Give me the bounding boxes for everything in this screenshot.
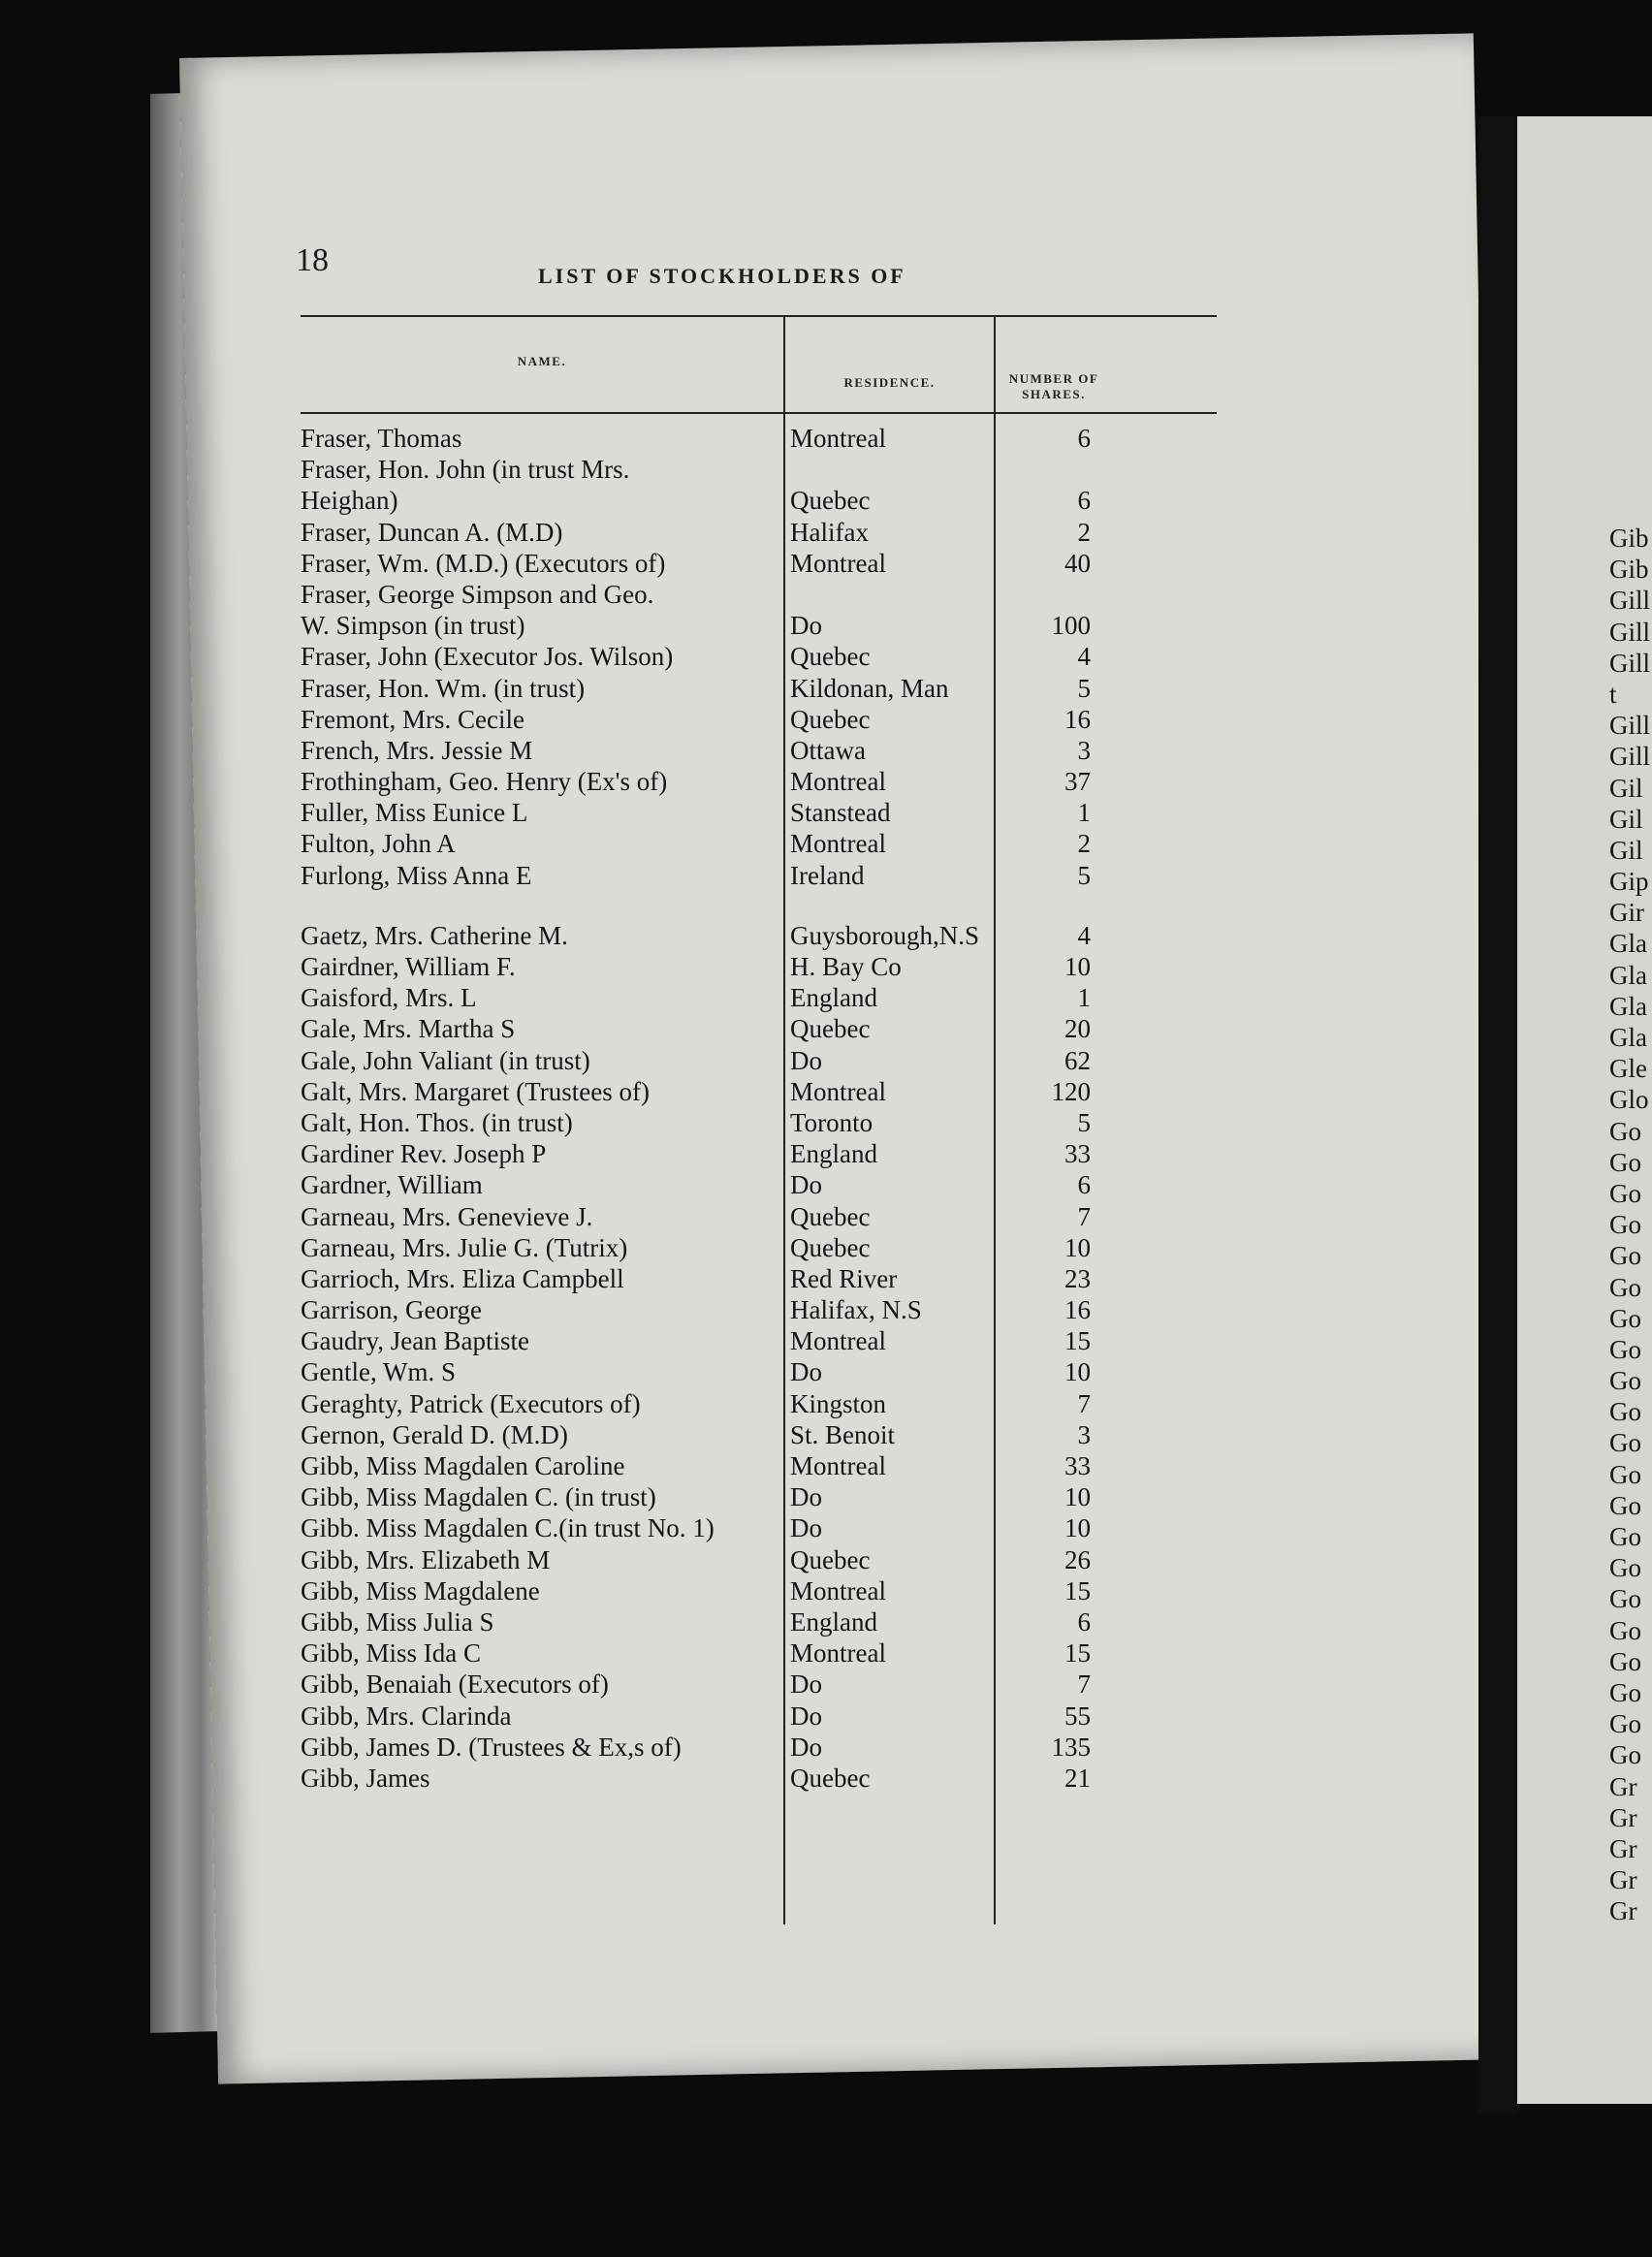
table-row <box>301 486 1217 517</box>
table-row <box>301 829 1217 860</box>
stockholder-shares: 33 <box>1064 1139 1091 1169</box>
stockholder-shares: 10 <box>1064 1232 1091 1262</box>
right-page-fragment: Go <box>1609 1210 1641 1240</box>
right-page-fragment: Gill <box>1609 742 1651 772</box>
stockholder-residence: Quebec <box>790 1014 871 1044</box>
right-page-fragment: Go <box>1609 1428 1641 1458</box>
stockholder-name: Fuller, Miss Eunice L <box>301 798 528 828</box>
stockholder-residence: Quebec <box>790 1201 871 1231</box>
right-page-fragment: Gib <box>1609 524 1649 553</box>
group-spacer <box>301 892 1217 921</box>
stockholder-name: Gale, John Valiant (in trust) <box>301 1045 590 1075</box>
stockholder-name: Gibb, Miss Ida C <box>301 1638 482 1669</box>
header-shares: NUMBER OF SHARES. <box>1008 371 1099 401</box>
stockholder-residence: Do <box>790 1513 822 1543</box>
table-row <box>301 611 1217 642</box>
right-page-fragment: Go <box>1609 1553 1641 1583</box>
right-page-fragments <box>1609 524 1650 1927</box>
stockholder-shares: 120 <box>1051 1076 1091 1106</box>
stockholder-name: Fraser, Thomas <box>301 424 462 453</box>
stockholder-name: Fraser, Hon. Wm. (in trust) <box>301 673 586 703</box>
right-page-fragment: Gil <box>1609 835 1643 865</box>
stockholder-shares: 1 <box>1077 798 1091 828</box>
table-row <box>301 1545 1217 1576</box>
table-row <box>301 1357 1217 1388</box>
stockholders-table <box>301 315 1367 1963</box>
right-page-fragment: Gill <box>1609 648 1651 678</box>
stockholder-name: Gaetz, Mrs. Catherine M. <box>301 920 568 950</box>
stockholder-shares: 135 <box>1051 1732 1091 1762</box>
right-page-fragment: Gr <box>1609 1833 1637 1863</box>
stockholder-residence: Quebec <box>790 642 871 672</box>
stockholder-residence: Do <box>790 611 822 641</box>
stockholder-shares: 16 <box>1064 1295 1091 1325</box>
stockholder-residence: Ottawa <box>790 735 866 765</box>
table-row <box>301 1638 1217 1669</box>
stockholder-residence: Montreal <box>790 767 886 797</box>
stockholder-residence: Montreal <box>790 1076 886 1106</box>
right-page-fragment: Gill <box>1609 711 1651 741</box>
stockholder-shares: 7 <box>1077 1669 1091 1700</box>
header-name: NAME. <box>517 354 567 368</box>
table-row <box>301 1669 1217 1701</box>
stockholder-name: Gibb, Miss Magdalen C. (in trust) <box>301 1482 656 1512</box>
stockholder-shares: 15 <box>1064 1638 1091 1669</box>
stockholder-residence: Montreal <box>790 424 886 453</box>
right-page-fragment: Go <box>1609 1147 1641 1177</box>
stockholder-residence: H. Bay Co <box>790 952 902 981</box>
stockholder-shares: 21 <box>1064 1763 1091 1793</box>
stockholder-residence: Red River <box>790 1263 898 1293</box>
stockholder-name: Fraser, John (Executor Jos. Wilson) <box>301 642 674 672</box>
right-page-fragment: Go <box>1609 1303 1641 1333</box>
stockholder-residence: England <box>790 1606 877 1637</box>
stockholder-shares: 55 <box>1064 1701 1091 1731</box>
stockholder-residence: Stanstead <box>790 798 891 828</box>
table-row <box>301 1170 1217 1201</box>
stockholder-shares: 7 <box>1077 1388 1091 1418</box>
table-row <box>301 952 1217 983</box>
table-row <box>301 705 1217 736</box>
stockholder-residence: Quebec <box>790 1232 871 1262</box>
table-row <box>301 455 1217 486</box>
stockholder-shares: 6 <box>1077 424 1091 453</box>
stockholder-name: Gibb. Miss Magdalen C.(in trust No. 1) <box>301 1513 715 1543</box>
stockholder-name: W. Simpson (in trust) <box>301 611 525 641</box>
table-row <box>301 1326 1217 1357</box>
right-page-fragment: Gir <box>1609 898 1644 928</box>
stockholder-residence: Montreal <box>790 1451 886 1480</box>
stockholder-name: Fraser, George Simpson and Geo. <box>301 579 654 609</box>
right-page-fragment: Gla <box>1609 1023 1647 1052</box>
stockholder-residence: Do <box>790 1045 822 1075</box>
table-row <box>301 1389 1217 1420</box>
stockholder-name: Furlong, Miss Anna E <box>301 860 532 890</box>
right-page-fragment: Go <box>1609 1646 1641 1676</box>
stockholder-name: Gibb, James D. (Trustees & Ex,s of) <box>301 1732 682 1762</box>
stockholder-name: Gentle, Wm. S <box>301 1357 456 1387</box>
table-row <box>301 1607 1217 1638</box>
table-row <box>301 1202 1217 1233</box>
stockholder-shares: 15 <box>1064 1575 1091 1605</box>
running-head: LIST OF STOCKHOLDERS OF <box>538 264 906 288</box>
stockholder-shares: 62 <box>1064 1045 1091 1075</box>
table-row <box>301 861 1217 892</box>
right-page-fragment: Gla <box>1609 929 1647 959</box>
table-row <box>301 1077 1217 1108</box>
stockholder-residence: Do <box>790 1482 822 1512</box>
right-page-fragment: Gla <box>1609 991 1647 1021</box>
right-page-fragment: Go <box>1609 1709 1641 1739</box>
header-residence: RESIDENCE. <box>843 375 936 390</box>
stockholder-residence: Do <box>790 1357 822 1387</box>
table-row <box>301 1451 1217 1482</box>
table-row <box>301 921 1217 952</box>
stockholder-shares: 5 <box>1077 1107 1091 1137</box>
stockholder-shares: 3 <box>1077 735 1091 765</box>
stockholder-shares: 6 <box>1077 486 1091 516</box>
right-page-fragment: Go <box>1609 1490 1641 1520</box>
stockholder-shares: 3 <box>1077 1419 1091 1449</box>
stockholder-shares: 1 <box>1077 983 1091 1013</box>
right-page-fragment: Go <box>1609 1677 1641 1707</box>
stockholder-name: Gaisford, Mrs. L <box>301 983 477 1013</box>
stockholder-shares: 37 <box>1064 767 1091 797</box>
stockholder-shares: 2 <box>1077 517 1091 547</box>
stockholder-name: Gibb, Mrs. Elizabeth M <box>301 1544 551 1574</box>
stockholder-shares: 4 <box>1077 920 1091 950</box>
stockholder-residence: Toronto <box>790 1107 874 1137</box>
stockholder-residence: Kildonan, Man <box>790 673 949 703</box>
stockholder-shares: 2 <box>1077 829 1091 859</box>
stockholder-name: Gaudry, Jean Baptiste <box>301 1326 529 1356</box>
stockholder-shares: 20 <box>1064 1014 1091 1044</box>
table-row <box>301 1420 1217 1451</box>
stockholder-shares: 16 <box>1064 704 1091 734</box>
stockholder-residence: Montreal <box>790 548 886 578</box>
right-page-fragment: Gle <box>1609 1054 1647 1084</box>
stockholder-residence: Do <box>790 1669 822 1700</box>
table-row <box>301 798 1217 829</box>
right-page-fragment: Gill <box>1609 617 1651 647</box>
right-page-fragment: Gr <box>1609 1896 1637 1926</box>
right-page-fragment: Gr <box>1609 1771 1637 1801</box>
stockholder-residence: Montreal <box>790 829 886 859</box>
right-page-fragment: Go <box>1609 1459 1641 1489</box>
right-page-fragment: Go <box>1609 1366 1641 1396</box>
stockholder-residence: England <box>790 1139 877 1169</box>
stockholder-shares: 5 <box>1077 860 1091 890</box>
stockholder-name: Gernon, Gerald D. (M.D) <box>301 1419 568 1449</box>
right-page-fragment: Go <box>1609 1615 1641 1645</box>
page-number: 18 <box>296 242 329 278</box>
table-row <box>301 674 1217 705</box>
table-row <box>301 1233 1217 1264</box>
stockholder-shares: 10 <box>1064 952 1091 981</box>
stockholder-name: Gardiner Rev. Joseph P <box>301 1139 547 1169</box>
table-row <box>301 1701 1217 1732</box>
stockholder-residence: Do <box>790 1701 822 1731</box>
stockholder-residence: Guysborough,N.S <box>790 920 980 950</box>
right-page-fragment: Go <box>1609 1241 1641 1271</box>
right-page-fragment: Go <box>1609 1397 1641 1427</box>
stockholder-residence: Montreal <box>790 1638 886 1669</box>
right-page-fragment: Go <box>1609 1584 1641 1614</box>
stockholder-shares: 100 <box>1051 611 1091 641</box>
stockholder-shares: 7 <box>1077 1201 1091 1231</box>
stockholder-name: Frothingham, Geo. Henry (Ex's of) <box>301 767 668 797</box>
stockholder-name: French, Mrs. Jessie M <box>301 735 533 765</box>
stockholder-residence: Kingston <box>790 1388 887 1418</box>
stockholder-residence: Quebec <box>790 1763 871 1793</box>
stockholder-shares: 5 <box>1077 673 1091 703</box>
right-page-fragment: Go <box>1609 1178 1641 1208</box>
stockholder-residence: Montreal <box>790 1326 886 1356</box>
table-row <box>301 1295 1217 1326</box>
table-row <box>301 767 1217 798</box>
right-page-fragment: Gip <box>1609 867 1649 897</box>
right-page-fragment: Go <box>1609 1334 1641 1364</box>
stockholder-name: Fraser, Duncan A. (M.D) <box>301 517 563 547</box>
stockholder-name: Fraser, Hon. John (in trust Mrs. <box>301 455 630 485</box>
right-page-fragment: Go <box>1609 1740 1641 1770</box>
stockholder-name: Geraghty, Patrick (Executors of) <box>301 1388 641 1418</box>
stockholder-name: Fraser, Wm. (M.D.) (Executors of) <box>301 548 666 578</box>
stockholder-name: Garneau, Mrs. Genevieve J. <box>301 1201 593 1231</box>
table-row <box>301 518 1217 549</box>
stockholder-shares: 6 <box>1077 1170 1091 1200</box>
stockholder-name: Gibb, Mrs. Clarinda <box>301 1701 512 1731</box>
stockholder-shares: 6 <box>1077 1606 1091 1637</box>
right-page-fragment: Gil <box>1609 773 1643 803</box>
right-page-fragment: Gr <box>1609 1802 1637 1832</box>
table-row <box>301 549 1217 580</box>
table-row <box>301 642 1217 673</box>
stockholder-residence: Do <box>790 1170 822 1200</box>
stockholder-name: Garneau, Mrs. Julie G. (Tutrix) <box>301 1232 628 1262</box>
table-row <box>301 1513 1217 1544</box>
stockholder-residence: England <box>790 983 877 1013</box>
stockholder-name: Gibb, Miss Magdalene <box>301 1575 540 1605</box>
right-page-fragment: Go <box>1609 1116 1641 1146</box>
stockholder-name: Gibb, Miss Magdalen Caroline <box>301 1451 625 1480</box>
stockholder-residence: Halifax, N.S <box>790 1295 922 1325</box>
stockholder-shares: 4 <box>1077 642 1091 672</box>
stockholder-name: Fremont, Mrs. Cecile <box>301 704 524 734</box>
stockholder-residence: Ireland <box>790 860 865 890</box>
stockholder-residence: Montreal <box>790 1575 886 1605</box>
table-row <box>301 1482 1217 1513</box>
stockholder-shares: 10 <box>1064 1513 1091 1543</box>
right-page-fragment: Gill <box>1609 586 1651 616</box>
stockholder-name: Gairdner, William F. <box>301 952 516 981</box>
right-page-fragment: Gr <box>1609 1865 1637 1895</box>
stockholder-name: Gardner, William <box>301 1170 483 1200</box>
table-row <box>301 1764 1217 1795</box>
right-page-fragment: Go <box>1609 1522 1641 1551</box>
stockholder-name: Garrison, George <box>301 1295 482 1325</box>
stockholder-residence: St. Benoit <box>790 1419 896 1449</box>
stockholder-shares: 33 <box>1064 1451 1091 1480</box>
table-body <box>301 424 1217 1795</box>
header-rule <box>301 412 1217 414</box>
table-row <box>301 736 1217 767</box>
stockholder-shares: 10 <box>1064 1482 1091 1512</box>
table-row <box>301 1576 1217 1607</box>
right-page-fragment: Gib <box>1609 555 1649 585</box>
stockholder-shares: 23 <box>1064 1263 1091 1293</box>
stockholder-residence: Quebec <box>790 486 871 516</box>
stockholder-name: Heighan) <box>301 486 398 516</box>
table-row <box>301 1139 1217 1170</box>
stockholder-name: Gibb, James <box>301 1763 430 1793</box>
table-row <box>301 983 1217 1014</box>
book-gutter <box>1478 116 1519 2114</box>
table-row <box>301 1732 1217 1764</box>
stockholder-residence: Halifax <box>790 517 869 547</box>
right-page-fragment: Glo <box>1609 1085 1649 1115</box>
stockholder-shares: 10 <box>1064 1357 1091 1387</box>
stockholder-residence: Quebec <box>790 1544 871 1574</box>
right-page-fragment: Go <box>1609 1272 1641 1302</box>
right-page-fragment: Gil <box>1609 804 1643 834</box>
stockholder-name: Galt, Hon. Thos. (in trust) <box>301 1107 573 1137</box>
stockholder-shares: 15 <box>1064 1326 1091 1356</box>
table-row <box>301 1264 1217 1295</box>
table-row <box>301 580 1217 611</box>
stockholder-residence: Quebec <box>790 704 871 734</box>
stockholder-name: Gibb, Benaiah (Executors of) <box>301 1669 609 1700</box>
right-page-fragment: Gla <box>1609 960 1647 990</box>
table-row <box>301 1108 1217 1139</box>
table-row <box>301 424 1217 455</box>
table-top-rule <box>301 315 1217 317</box>
table-row <box>301 1014 1217 1045</box>
stockholder-name: Gale, Mrs. Martha S <box>301 1014 516 1044</box>
stockholder-residence: Do <box>790 1732 822 1762</box>
stockholder-name: Gibb, Miss Julia S <box>301 1606 494 1637</box>
table-row <box>301 1046 1217 1077</box>
stockholder-shares: 26 <box>1064 1544 1091 1574</box>
right-page-fragment: t <box>1609 679 1617 709</box>
stockholder-name: Fulton, John A <box>301 829 456 859</box>
stockholder-name: Galt, Mrs. Margaret (Trustees of) <box>301 1076 650 1106</box>
stockholder-shares: 40 <box>1064 548 1091 578</box>
stockholder-name: Garrioch, Mrs. Eliza Campbell <box>301 1263 624 1293</box>
